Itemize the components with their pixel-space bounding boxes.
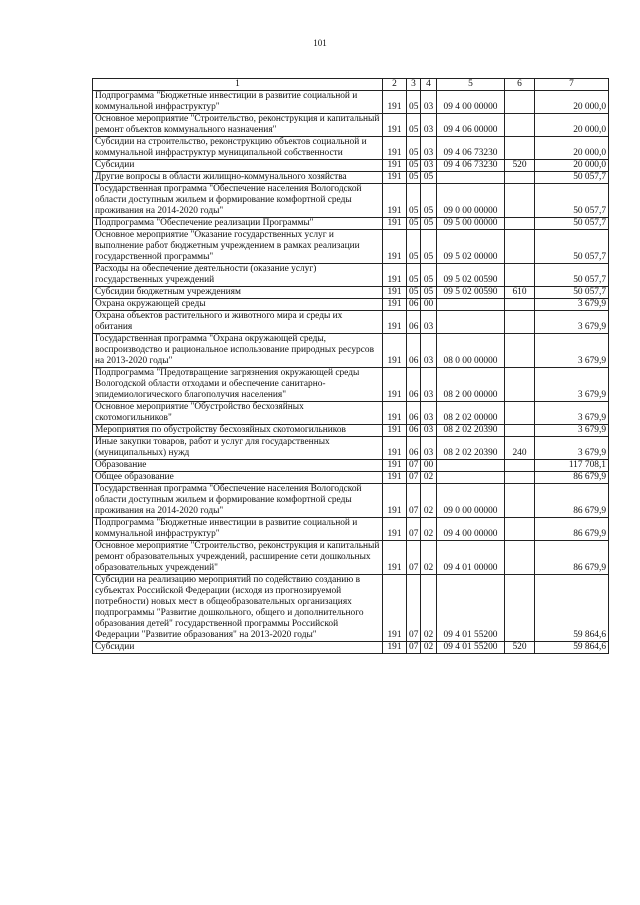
target-article-cell: 09 5 02 00590 xyxy=(437,264,505,287)
target-article-cell: 08 2 00 00000 xyxy=(437,368,505,402)
target-article-cell: 08 0 00 00000 xyxy=(437,334,505,368)
subsection-code-cell: 03 xyxy=(421,425,437,437)
section-code-cell: 05 xyxy=(407,184,421,218)
item-name-cell: Подпрограмма "Предотвращение загрязнения окружающей среды Вологодской области отходами и обеспечение санитарно-эпидемиологического благополучия населения" xyxy=(93,368,383,402)
department-code-cell: 191 xyxy=(383,368,407,402)
header-cell: 4 xyxy=(421,79,437,91)
table-row xyxy=(93,160,609,172)
table-row xyxy=(93,299,609,311)
subsection-code-cell: 02 xyxy=(421,518,437,541)
item-name-cell: Мероприятия по обустройству бесхозяйных скотомогильников xyxy=(93,425,383,437)
amount-cell: 59 864,6 xyxy=(535,642,609,654)
expense-type-cell xyxy=(505,172,535,184)
section-code-cell: 05 xyxy=(407,264,421,287)
item-name-cell: Образование xyxy=(93,460,383,472)
target-article-cell: 09 5 02 00000 xyxy=(437,230,505,264)
expense-type-cell: 520 xyxy=(505,642,535,654)
table-row xyxy=(93,334,609,368)
subsection-code-cell: 05 xyxy=(421,172,437,184)
department-code-cell: 191 xyxy=(383,541,407,575)
amount-cell: 20 000,0 xyxy=(535,91,609,114)
target-article-cell: 09 4 01 00000 xyxy=(437,541,505,575)
department-code-cell: 191 xyxy=(383,460,407,472)
table-row xyxy=(93,114,609,137)
item-name-cell: Расходы на обеспечение деятельности (оказание услуг) государственных учреждений xyxy=(93,264,383,287)
department-code-cell: 191 xyxy=(383,264,407,287)
table-row xyxy=(93,460,609,472)
amount-cell: 86 679,9 xyxy=(535,518,609,541)
item-name-cell: Охрана окружающей среды xyxy=(93,299,383,311)
table-row xyxy=(93,311,609,334)
item-name-cell: Другие вопросы в области жилищно-коммунального хозяйства xyxy=(93,172,383,184)
target-article-cell: 09 4 01 55200 xyxy=(437,642,505,654)
expense-type-cell: 610 xyxy=(505,287,535,299)
target-article-cell xyxy=(437,472,505,484)
section-code-cell: 07 xyxy=(407,484,421,518)
page-number: 101 xyxy=(313,38,327,48)
department-code-cell: 191 xyxy=(383,484,407,518)
item-name-cell: Общее образование xyxy=(93,472,383,484)
item-name-cell: Основное мероприятие "Строительство, реконструкция и капитальный ремонт объектов коммунального назначения" xyxy=(93,114,383,137)
amount-cell: 20 000,0 xyxy=(535,114,609,137)
table-row xyxy=(93,575,609,642)
amount-cell: 20 000,0 xyxy=(535,160,609,172)
target-article-cell xyxy=(437,460,505,472)
item-name-cell: Основное мероприятие "Строительство, реконструкция и капитальный ремонт образовательных учреждений, расширение сети дошкольных образовательных учреждений" xyxy=(93,541,383,575)
section-code-cell: 05 xyxy=(407,137,421,160)
item-name-cell: Субсидии на реализацию мероприятий по содействию созданию в субъектах Российской Федерации (исходя из прогнозируемой потребности) новых мест в общеобразовательных организациях подпрограммы "Развитие дошкольного, общего и дополнительного образования детей" государственной программы Российской Федерации "Развитие образования" на 2013-2020 годы" xyxy=(93,575,383,642)
amount-cell: 50 057,7 xyxy=(535,184,609,218)
amount-cell: 3 679,9 xyxy=(535,437,609,460)
amount-cell: 3 679,9 xyxy=(535,425,609,437)
amount-cell: 50 057,7 xyxy=(535,264,609,287)
item-name-cell: Субсидии бюджетным учреждениям xyxy=(93,287,383,299)
subsection-code-cell: 05 xyxy=(421,184,437,218)
table-row xyxy=(93,437,609,460)
header-cell: 2 xyxy=(383,79,407,91)
department-code-cell: 191 xyxy=(383,172,407,184)
subsection-code-cell: 03 xyxy=(421,114,437,137)
section-code-cell: 07 xyxy=(407,460,421,472)
amount-cell: 86 679,9 xyxy=(535,541,609,575)
subsection-code-cell: 03 xyxy=(421,137,437,160)
expense-type-cell xyxy=(505,425,535,437)
budget-table xyxy=(92,78,609,654)
item-name-cell: Подпрограмма "Обеспечение реализации Программы" xyxy=(93,218,383,230)
amount-cell: 3 679,9 xyxy=(535,299,609,311)
subsection-code-cell: 02 xyxy=(421,541,437,575)
table-row xyxy=(93,218,609,230)
department-code-cell: 191 xyxy=(383,114,407,137)
department-code-cell: 191 xyxy=(383,218,407,230)
table-row xyxy=(93,518,609,541)
table-row xyxy=(93,642,609,654)
subsection-code-cell: 05 xyxy=(421,230,437,264)
table-row xyxy=(93,541,609,575)
department-code-cell: 191 xyxy=(383,425,407,437)
amount-cell: 86 679,9 xyxy=(535,484,609,518)
department-code-cell: 191 xyxy=(383,575,407,642)
table-row xyxy=(93,184,609,218)
item-name-cell: Основное мероприятие "Обустройство бесхозяйных скотомогильников" xyxy=(93,402,383,425)
department-code-cell: 191 xyxy=(383,437,407,460)
table-body xyxy=(93,79,609,654)
amount-cell: 86 679,9 xyxy=(535,472,609,484)
department-code-cell: 191 xyxy=(383,184,407,218)
section-code-cell: 06 xyxy=(407,402,421,425)
target-article-cell xyxy=(437,172,505,184)
expense-type-cell xyxy=(505,184,535,218)
section-code-cell: 06 xyxy=(407,368,421,402)
section-code-cell: 06 xyxy=(407,299,421,311)
department-code-cell: 191 xyxy=(383,518,407,541)
subsection-code-cell: 03 xyxy=(421,437,437,460)
header-row xyxy=(93,79,609,91)
table-row xyxy=(93,287,609,299)
table-row xyxy=(93,472,609,484)
item-name-cell: Основное мероприятие "Оказание государственных услуг и выполнение работ бюджетным учреждением в рамках реализации государственной программы" xyxy=(93,230,383,264)
expense-type-cell xyxy=(505,368,535,402)
amount-cell: 50 057,7 xyxy=(535,287,609,299)
subsection-code-cell: 03 xyxy=(421,160,437,172)
expense-type-cell xyxy=(505,518,535,541)
expense-type-cell xyxy=(505,230,535,264)
expense-type-cell xyxy=(505,541,535,575)
subsection-code-cell: 02 xyxy=(421,642,437,654)
target-article-cell: 09 4 00 00000 xyxy=(437,91,505,114)
expense-type-cell xyxy=(505,311,535,334)
section-code-cell: 07 xyxy=(407,472,421,484)
expense-type-cell xyxy=(505,460,535,472)
item-name-cell: Иные закупки товаров, работ и услуг для государственных (муниципальных) нужд xyxy=(93,437,383,460)
subsection-code-cell: 02 xyxy=(421,484,437,518)
subsection-code-cell: 03 xyxy=(421,311,437,334)
expense-type-cell xyxy=(505,484,535,518)
item-name-cell: Государственная программа "Охрана окружающей среды, воспроизводство и рациональное использование природных ресурсов на 2013-2020 годы" xyxy=(93,334,383,368)
department-code-cell: 191 xyxy=(383,91,407,114)
table-row xyxy=(93,91,609,114)
subsection-code-cell: 05 xyxy=(421,264,437,287)
target-article-cell: 09 4 06 73230 xyxy=(437,137,505,160)
department-code-cell: 191 xyxy=(383,137,407,160)
amount-cell: 3 679,9 xyxy=(535,368,609,402)
item-name-cell: Государственная программа "Обеспечение населения Вологодской области доступным жильем и формирование комфортной среды проживания на 2014-2020 годы" xyxy=(93,484,383,518)
table-row xyxy=(93,484,609,518)
subsection-code-cell: 00 xyxy=(421,299,437,311)
subsection-code-cell: 03 xyxy=(421,91,437,114)
expense-type-cell: 520 xyxy=(505,160,535,172)
department-code-cell: 191 xyxy=(383,642,407,654)
header-cell: 6 xyxy=(505,79,535,91)
table-row xyxy=(93,230,609,264)
subsection-code-cell: 03 xyxy=(421,368,437,402)
expense-type-cell xyxy=(505,299,535,311)
target-article-cell xyxy=(437,311,505,334)
department-code-cell: 191 xyxy=(383,311,407,334)
amount-cell: 3 679,9 xyxy=(535,311,609,334)
amount-cell: 50 057,7 xyxy=(535,172,609,184)
section-code-cell: 06 xyxy=(407,425,421,437)
amount-cell: 3 679,9 xyxy=(535,334,609,368)
section-code-cell: 07 xyxy=(407,642,421,654)
table-row xyxy=(93,402,609,425)
section-code-cell: 06 xyxy=(407,334,421,368)
subsection-code-cell: 02 xyxy=(421,472,437,484)
expense-type-cell xyxy=(505,114,535,137)
amount-cell: 20 000,0 xyxy=(535,137,609,160)
target-article-cell: 09 4 00 00000 xyxy=(437,518,505,541)
expense-type-cell xyxy=(505,575,535,642)
subsection-code-cell: 03 xyxy=(421,402,437,425)
expense-type-cell xyxy=(505,264,535,287)
department-code-cell: 191 xyxy=(383,299,407,311)
section-code-cell: 06 xyxy=(407,437,421,460)
target-article-cell: 09 0 00 00000 xyxy=(437,484,505,518)
item-name-cell: Подпрограмма "Бюджетные инвестиции в развитие социальной и коммунальной инфраструктур" xyxy=(93,518,383,541)
target-article-cell xyxy=(437,299,505,311)
target-article-cell: 09 4 06 73230 xyxy=(437,160,505,172)
target-article-cell: 09 4 01 55200 xyxy=(437,575,505,642)
expense-type-cell xyxy=(505,137,535,160)
department-code-cell: 191 xyxy=(383,230,407,264)
header-cell: 1 xyxy=(93,79,383,91)
amount-cell: 3 679,9 xyxy=(535,402,609,425)
table-row xyxy=(93,368,609,402)
amount-cell: 59 864,6 xyxy=(535,575,609,642)
section-code-cell: 07 xyxy=(407,541,421,575)
section-code-cell: 05 xyxy=(407,287,421,299)
expense-type-cell xyxy=(505,91,535,114)
target-article-cell: 09 5 00 00000 xyxy=(437,218,505,230)
section-code-cell: 06 xyxy=(407,311,421,334)
subsection-code-cell: 00 xyxy=(421,460,437,472)
amount-cell: 50 057,7 xyxy=(535,230,609,264)
item-name-cell: Охрана объектов растительного и животного мира и среды их обитания xyxy=(93,311,383,334)
table-row xyxy=(93,264,609,287)
section-code-cell: 05 xyxy=(407,218,421,230)
target-article-cell: 09 5 02 00590 xyxy=(437,287,505,299)
header-cell: 3 xyxy=(407,79,421,91)
section-code-cell: 05 xyxy=(407,91,421,114)
target-article-cell: 08 2 02 20390 xyxy=(437,425,505,437)
target-article-cell: 08 2 02 20390 xyxy=(437,437,505,460)
subsection-code-cell: 05 xyxy=(421,218,437,230)
expense-type-cell xyxy=(505,334,535,368)
section-code-cell: 07 xyxy=(407,518,421,541)
table-row xyxy=(93,425,609,437)
target-article-cell: 09 4 06 00000 xyxy=(437,114,505,137)
department-code-cell: 191 xyxy=(383,160,407,172)
section-code-cell: 05 xyxy=(407,230,421,264)
target-article-cell: 08 2 02 00000 xyxy=(437,402,505,425)
amount-cell: 117 708,1 xyxy=(535,460,609,472)
item-name-cell: Подпрограмма "Бюджетные инвестиции в развитие социальной и коммунальной инфраструктур" xyxy=(93,91,383,114)
item-name-cell: Государственная программа "Обеспечение населения Вологодской области доступным жильем и формирование комфортной среды проживания на 2014-2020 годы" xyxy=(93,184,383,218)
expense-type-cell xyxy=(505,218,535,230)
header-cell: 5 xyxy=(437,79,505,91)
item-name-cell: Субсидии xyxy=(93,642,383,654)
subsection-code-cell: 03 xyxy=(421,334,437,368)
header-cell: 7 xyxy=(535,79,609,91)
department-code-cell: 191 xyxy=(383,472,407,484)
table-row xyxy=(93,172,609,184)
section-code-cell: 05 xyxy=(407,172,421,184)
expense-type-cell xyxy=(505,472,535,484)
table-row xyxy=(93,137,609,160)
section-code-cell: 05 xyxy=(407,160,421,172)
section-code-cell: 07 xyxy=(407,575,421,642)
amount-cell: 50 057,7 xyxy=(535,218,609,230)
subsection-code-cell: 05 xyxy=(421,287,437,299)
item-name-cell: Субсидии на строительство, реконструкцию объектов социальной и коммунальной инфраструктур муниципальной собственности xyxy=(93,137,383,160)
subsection-code-cell: 02 xyxy=(421,575,437,642)
expense-type-cell: 240 xyxy=(505,437,535,460)
department-code-cell: 191 xyxy=(383,287,407,299)
target-article-cell: 09 0 00 00000 xyxy=(437,184,505,218)
expense-type-cell xyxy=(505,402,535,425)
item-name-cell: Субсидии xyxy=(93,160,383,172)
section-code-cell: 05 xyxy=(407,114,421,137)
department-code-cell: 191 xyxy=(383,334,407,368)
department-code-cell: 191 xyxy=(383,402,407,425)
